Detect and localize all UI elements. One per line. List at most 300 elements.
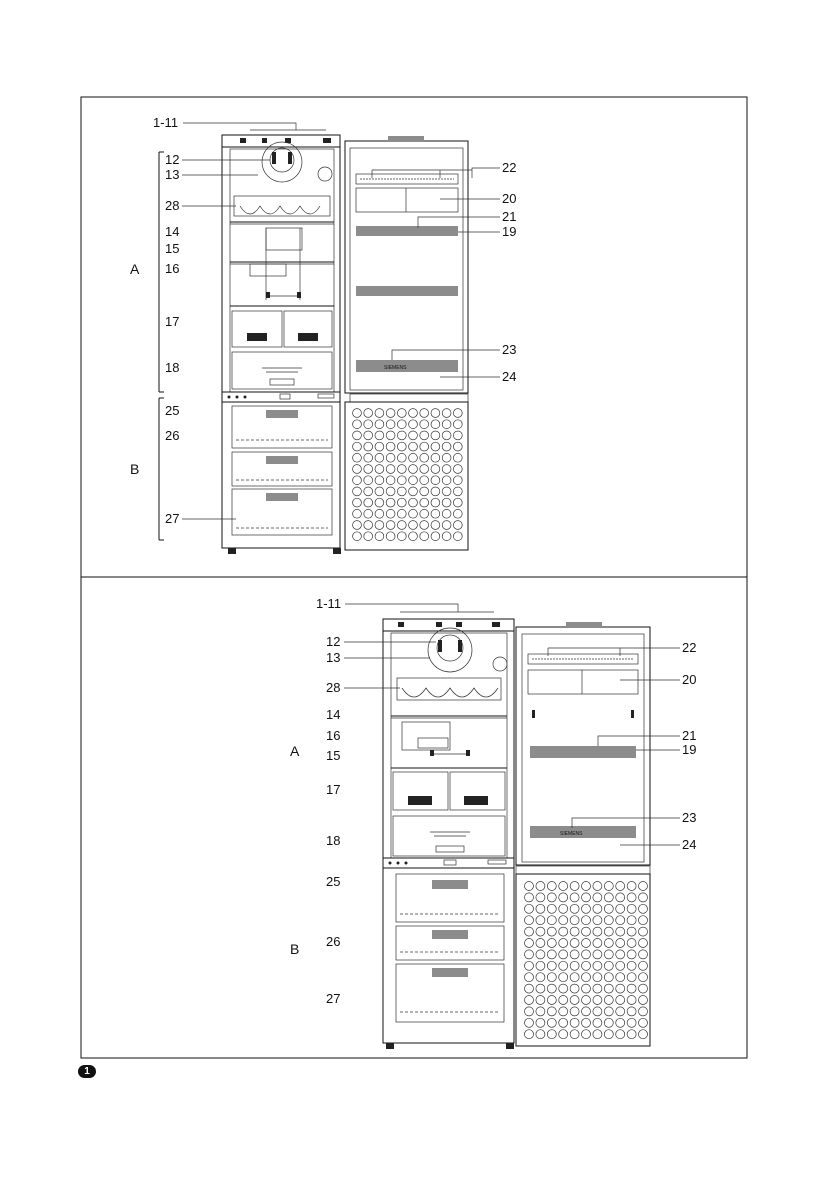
door-dimple <box>364 409 373 418</box>
callout-1-11-b: 1-11 <box>316 596 342 611</box>
door-dimple <box>353 476 362 485</box>
door-dimple <box>386 409 395 418</box>
door-dimple <box>453 521 462 530</box>
door-dimple <box>525 950 534 959</box>
door-dimple <box>559 961 568 970</box>
door-dimple <box>582 984 591 993</box>
callout-16: 16 <box>165 261 180 276</box>
door-dimple <box>442 442 451 451</box>
door-dimple <box>364 521 373 530</box>
door-dimple <box>364 431 373 440</box>
door-dimple <box>442 453 451 462</box>
door-dimple <box>375 431 384 440</box>
door-dimple <box>364 465 373 474</box>
door-dimple <box>593 939 602 948</box>
door-dimple <box>364 487 373 496</box>
door-dimple <box>570 984 579 993</box>
figure-number-badge: 1 <box>78 1065 96 1078</box>
callout-15-b: 15 <box>326 748 341 763</box>
brand-label-bottom: SIEMENS <box>560 831 583 837</box>
door-dimple <box>559 904 568 913</box>
door-dimple <box>616 961 625 970</box>
door-dimple <box>547 882 556 891</box>
door-dimple <box>397 498 406 507</box>
door-dimple <box>604 904 613 913</box>
door-dimple <box>627 1007 636 1016</box>
door-dimple <box>559 973 568 982</box>
door-dimple <box>559 893 568 902</box>
door-dimple <box>582 1018 591 1027</box>
door-dimple <box>397 487 406 496</box>
door-dimple <box>431 487 440 496</box>
door-dimple <box>570 973 579 982</box>
door-dimple <box>547 950 556 959</box>
door-dimple <box>420 442 429 451</box>
door-dimple <box>431 532 440 541</box>
door-dimple <box>627 950 636 959</box>
panel-bottom <box>290 596 696 1049</box>
door-dimple <box>639 950 648 959</box>
door-dimple <box>639 996 648 1005</box>
fan-unit-bottom <box>428 628 472 672</box>
door-dimple <box>364 453 373 462</box>
callout-21-b: 21 <box>682 728 697 743</box>
door-dimple <box>353 420 362 429</box>
callout-26-b: 26 <box>326 934 341 949</box>
chiller-drawer <box>232 352 332 389</box>
callout-20: 20 <box>502 191 517 206</box>
door-dimple <box>525 973 534 982</box>
door-dimple <box>420 521 429 530</box>
cabinet-left <box>222 135 341 554</box>
door-dimple <box>375 442 384 451</box>
door-dimple <box>639 984 648 993</box>
door-dimple <box>639 1018 648 1027</box>
door-dimple <box>559 882 568 891</box>
door-dimple <box>582 882 591 891</box>
door-dimple <box>627 1030 636 1039</box>
door-dimple <box>397 532 406 541</box>
door-dimple <box>386 487 395 496</box>
door-dimple <box>420 409 429 418</box>
section-a-label: A <box>130 261 140 277</box>
door-dimple <box>353 465 362 474</box>
door-dimple <box>604 984 613 993</box>
door-dimple <box>431 409 440 418</box>
door-dimple <box>375 409 384 418</box>
door-dimple <box>593 950 602 959</box>
door-dimple <box>547 1030 556 1039</box>
door-dimple <box>547 961 556 970</box>
door-dimple <box>525 904 534 913</box>
door-dimple <box>639 1007 648 1016</box>
door-dimple <box>536 996 545 1005</box>
door-dimple <box>386 521 395 530</box>
crisper-left <box>232 311 282 347</box>
door-shelf-middle-bottom <box>530 746 636 758</box>
door-dimple <box>375 521 384 530</box>
door-dimple <box>453 476 462 485</box>
door-dimple <box>442 476 451 485</box>
door-dimple <box>375 476 384 485</box>
door-dimple <box>442 498 451 507</box>
door-dimple <box>593 1007 602 1016</box>
door-dimple <box>570 939 579 948</box>
door-right-bottom <box>516 622 650 1046</box>
door-dimple <box>559 916 568 925</box>
door-dimple <box>593 973 602 982</box>
door-dimple <box>453 532 462 541</box>
door-dimple <box>570 996 579 1005</box>
callout-28: 28 <box>165 198 180 213</box>
callout-18-b: 18 <box>326 833 341 848</box>
panel-top <box>130 115 516 554</box>
door-dimple <box>409 532 418 541</box>
door-dimple <box>364 532 373 541</box>
callout-27-b: 27 <box>326 991 341 1006</box>
door-dimple <box>442 487 451 496</box>
door-dimple <box>525 939 534 948</box>
control-panel <box>222 135 340 147</box>
door-dimple <box>616 950 625 959</box>
door-dimple <box>375 487 384 496</box>
door-dimple <box>353 509 362 518</box>
door-dimple <box>559 950 568 959</box>
door-dimple <box>431 431 440 440</box>
cabinet-left-bottom <box>383 619 514 1049</box>
door-dimple <box>353 409 362 418</box>
door-dimple <box>616 904 625 913</box>
door-dimple <box>593 996 602 1005</box>
door-dimple <box>570 882 579 891</box>
door-dimple <box>627 904 636 913</box>
door-dimple <box>639 961 648 970</box>
door-dimple <box>375 420 384 429</box>
freezer-door-dimples-bottom <box>525 882 648 1039</box>
door-compartment-bottom <box>528 670 638 694</box>
door-dimple <box>639 973 648 982</box>
freezer-drawers <box>232 406 332 535</box>
door-dimple <box>536 950 545 959</box>
door-dimple <box>386 453 395 462</box>
door-dimple <box>442 509 451 518</box>
callout-16-b: 16 <box>326 728 341 743</box>
door-dimple <box>639 939 648 948</box>
door-dimple <box>593 904 602 913</box>
door-dimple <box>353 487 362 496</box>
callout-24-b: 24 <box>682 837 697 852</box>
door-dimple <box>409 521 418 530</box>
door-dimple <box>397 442 406 451</box>
door-dimple <box>525 1030 534 1039</box>
door-dimple <box>593 916 602 925</box>
door-dimple <box>559 1007 568 1016</box>
bottle-rack <box>234 196 330 216</box>
door-dimple <box>547 984 556 993</box>
door-dimple <box>604 950 613 959</box>
door-dimple <box>536 893 545 902</box>
bottle-shelf <box>356 360 458 372</box>
door-dimple <box>570 1007 579 1016</box>
door-dimple <box>582 916 591 925</box>
door-dimple <box>431 521 440 530</box>
door-dimple <box>627 927 636 936</box>
callout-13-b: 13 <box>326 650 341 665</box>
callout-13: 13 <box>165 167 180 182</box>
door-dimple <box>570 916 579 925</box>
section-b-label-bottom: B <box>290 941 300 957</box>
door-dimple <box>409 453 418 462</box>
door-dimple <box>353 498 362 507</box>
door-dimple <box>627 916 636 925</box>
door-dimple <box>547 1007 556 1016</box>
door-dimple <box>525 996 534 1005</box>
door-dimple <box>627 984 636 993</box>
callout-25-b: 25 <box>326 874 341 889</box>
callout-17-b: 17 <box>326 782 341 797</box>
door-dimple <box>593 1018 602 1027</box>
door-dimple <box>593 927 602 936</box>
freezer-drawers-bottom <box>396 874 504 1022</box>
door-dimple <box>582 996 591 1005</box>
door-dimple <box>431 498 440 507</box>
door-dimple <box>353 521 362 530</box>
door-dimple <box>570 927 579 936</box>
callout-25: 25 <box>165 403 180 418</box>
brand-label-top: SIEMENS <box>384 365 407 371</box>
door-dimple <box>570 1030 579 1039</box>
door-dimple <box>582 927 591 936</box>
section-bracket <box>130 152 164 540</box>
door-dimple <box>409 509 418 518</box>
door-dimple <box>431 442 440 451</box>
callout-22-b: 22 <box>682 640 697 655</box>
door-dimple <box>420 453 429 462</box>
door-dimple <box>364 442 373 451</box>
door-dimple <box>431 453 440 462</box>
door-dimple <box>409 420 418 429</box>
door-dimple <box>582 939 591 948</box>
door-dimple <box>525 893 534 902</box>
door-right <box>345 136 468 550</box>
door-dimple <box>453 509 462 518</box>
door-dimple <box>604 927 613 936</box>
callout-19-b: 19 <box>682 742 697 757</box>
door-dimple <box>453 465 462 474</box>
door-dimple <box>442 420 451 429</box>
door-dimple <box>397 521 406 530</box>
door-dimple <box>442 465 451 474</box>
door-dimple <box>397 453 406 462</box>
door-dimple <box>364 498 373 507</box>
callout-19: 19 <box>502 224 517 239</box>
door-dimple <box>386 465 395 474</box>
door-dimple <box>582 1030 591 1039</box>
door-dimple <box>536 927 545 936</box>
door-dimple <box>397 465 406 474</box>
door-dimple <box>364 476 373 485</box>
door-dimple <box>639 1030 648 1039</box>
door-dimple <box>582 973 591 982</box>
door-dimple <box>559 996 568 1005</box>
door-dimple <box>431 465 440 474</box>
door-dimple <box>386 498 395 507</box>
door-dimple <box>375 498 384 507</box>
door-dimple <box>570 950 579 959</box>
door-dimple <box>536 984 545 993</box>
door-dimple <box>547 893 556 902</box>
door-dimple <box>386 442 395 451</box>
door-dimple <box>453 498 462 507</box>
door-dimple <box>604 939 613 948</box>
door-dimple <box>453 442 462 451</box>
section-a-label-bottom: A <box>290 743 300 759</box>
door-dimple <box>604 882 613 891</box>
door-dimple <box>386 532 395 541</box>
door-dimple <box>442 521 451 530</box>
door-dimple <box>453 431 462 440</box>
door-dimple <box>453 409 462 418</box>
door-dimple <box>559 1018 568 1027</box>
callout-23: 23 <box>502 342 517 357</box>
door-dimple <box>547 939 556 948</box>
door-dimple <box>616 973 625 982</box>
door-dimple <box>525 1018 534 1027</box>
door-dimple <box>375 532 384 541</box>
door-dimple <box>536 939 545 948</box>
door-compartment <box>356 188 458 212</box>
door-dimple <box>353 431 362 440</box>
callout-24: 24 <box>502 369 517 384</box>
door-dimple <box>570 1018 579 1027</box>
door-dimple <box>397 476 406 485</box>
door-dimple <box>582 893 591 902</box>
door-shelf-middle <box>356 226 458 236</box>
door-dimple <box>431 420 440 429</box>
callout-28-b: 28 <box>326 680 341 695</box>
door-dimple <box>616 893 625 902</box>
door-dimple <box>525 927 534 936</box>
door-dimple <box>559 984 568 993</box>
callouts-left-top <box>153 115 326 526</box>
door-dimple <box>616 916 625 925</box>
callout-27: 27 <box>165 511 180 526</box>
door-dimple <box>420 420 429 429</box>
door-dimple <box>547 904 556 913</box>
callout-12: 12 <box>165 152 180 167</box>
door-dimple <box>547 996 556 1005</box>
door-dimple <box>616 1030 625 1039</box>
door-dimple <box>627 996 636 1005</box>
door-dimple <box>627 961 636 970</box>
door-dimple <box>386 509 395 518</box>
door-dimple <box>593 882 602 891</box>
door-dimple <box>616 882 625 891</box>
door-dimple <box>604 1018 613 1027</box>
door-dimple <box>639 904 648 913</box>
door-dimple <box>627 893 636 902</box>
door-dimple <box>364 509 373 518</box>
door-dimple <box>386 476 395 485</box>
door-dimple <box>604 1030 613 1039</box>
door-dimple <box>627 1018 636 1027</box>
door-dimple <box>536 1007 545 1016</box>
door-dimple <box>570 961 579 970</box>
door-dimple <box>420 476 429 485</box>
bottle-shelf-bottom <box>530 826 636 838</box>
door-shelf-lower <box>356 286 458 296</box>
door-dimple <box>409 409 418 418</box>
door-dimple <box>442 532 451 541</box>
door-dimple <box>397 509 406 518</box>
door-dimple <box>582 961 591 970</box>
door-dimple <box>453 487 462 496</box>
door-dimple <box>536 904 545 913</box>
door-dimple <box>559 927 568 936</box>
door-dimple <box>525 984 534 993</box>
door-dimple <box>409 442 418 451</box>
section-b-label: B <box>130 461 140 477</box>
door-dimple <box>386 420 395 429</box>
door-dimple <box>409 431 418 440</box>
callout-15: 15 <box>165 241 180 256</box>
door-dimple <box>593 1030 602 1039</box>
door-dimple <box>604 996 613 1005</box>
door-dimple <box>627 882 636 891</box>
door-dimple <box>559 939 568 948</box>
door-dimple <box>353 532 362 541</box>
door-dimple <box>536 916 545 925</box>
door-dimple <box>353 442 362 451</box>
door-dimple <box>420 532 429 541</box>
callout-1-11: 1-11 <box>153 115 179 130</box>
door-dimple <box>582 1007 591 1016</box>
door-dimple <box>536 1030 545 1039</box>
door-dimple <box>453 420 462 429</box>
callout-21: 21 <box>502 209 517 224</box>
callout-22: 22 <box>502 160 517 175</box>
door-dimple <box>420 487 429 496</box>
door-dimple <box>547 916 556 925</box>
door-dimple <box>375 465 384 474</box>
door-dimple <box>536 1018 545 1027</box>
door-dimple <box>375 453 384 462</box>
door-dimple <box>593 893 602 902</box>
door-dimple <box>409 476 418 485</box>
door-dimple <box>353 453 362 462</box>
door-dimple <box>536 973 545 982</box>
door-dimple <box>604 973 613 982</box>
door-dimple <box>536 961 545 970</box>
door-dimple <box>397 431 406 440</box>
door-dimple <box>547 1018 556 1027</box>
door-dimple <box>525 916 534 925</box>
callout-23-b: 23 <box>682 810 697 825</box>
callout-14: 14 <box>165 224 180 239</box>
callouts-right-top <box>372 160 516 384</box>
freezer-door-dimples <box>353 409 463 541</box>
door-dimple <box>420 509 429 518</box>
door-dimple <box>593 961 602 970</box>
door-dimple <box>386 431 395 440</box>
door-dimple <box>639 927 648 936</box>
door-dimple <box>639 893 648 902</box>
callout-14-b: 14 <box>326 707 341 722</box>
door-dimple <box>616 1007 625 1016</box>
door-dimple <box>582 904 591 913</box>
door-dimple <box>525 961 534 970</box>
callout-20-b: 20 <box>682 672 697 687</box>
